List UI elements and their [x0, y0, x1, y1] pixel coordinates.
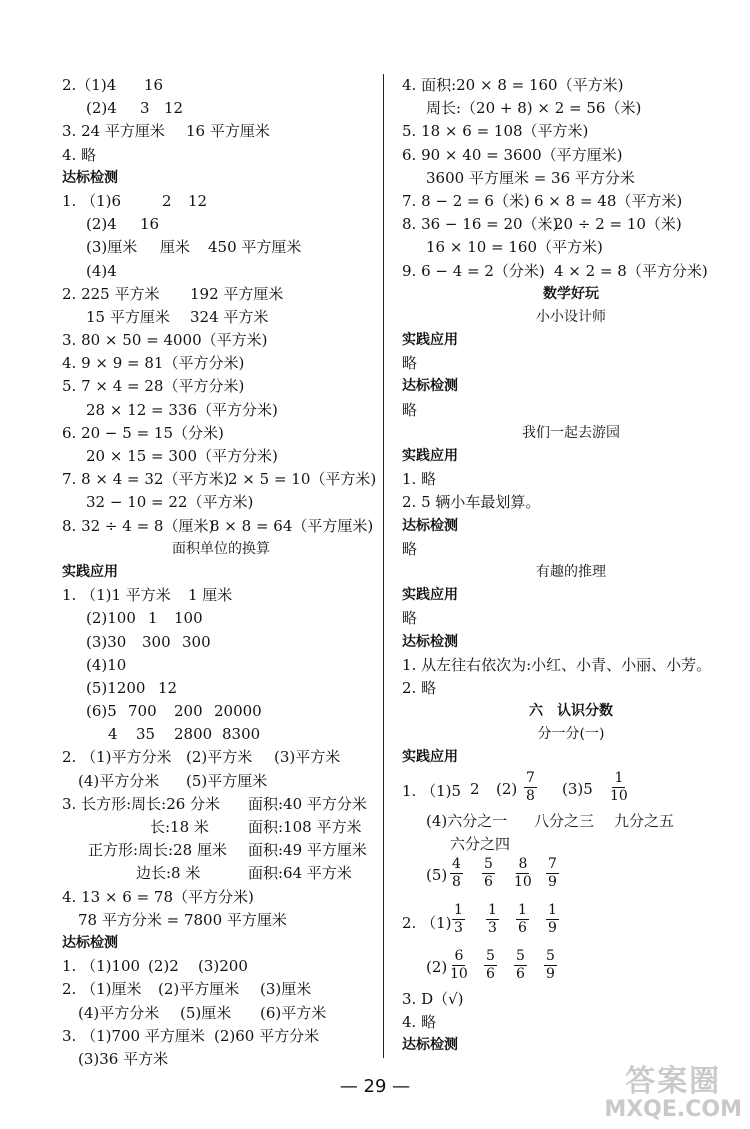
fraction: $\frac{6}{10}$	[450, 948, 468, 982]
answer-line: 3. （1)700 平方厘米 (2)60 平方分米	[62, 1026, 320, 1045]
answer-line: 2. 5 辆小车最划算。	[402, 493, 541, 512]
subsection-title: 小小设计师	[536, 308, 606, 325]
section-heading: 实践应用	[402, 332, 458, 349]
fraction: $\frac{5}{6}$	[516, 948, 525, 982]
fraction: $\frac{4}{8}$	[452, 856, 461, 890]
column-divider	[383, 74, 384, 1058]
fraction: $\frac{5}{6}$	[484, 856, 493, 890]
answer-line: 1. 略	[402, 470, 437, 489]
answer-line: (4)六分之一 八分之三 九分之五	[426, 811, 675, 830]
answer-line: 8. 32 ÷ 4 = 8（厘米) 8 × 8 = 64（平方厘米)	[62, 516, 374, 535]
section-heading: 达标检测	[62, 169, 118, 186]
answer-line: (2)4 3 12	[86, 99, 184, 118]
answer-line: 正方形:周长:28 厘米 面积:49 平方厘米	[88, 841, 367, 860]
answer-line: 1. （1)1 平方米 1 厘米	[62, 586, 233, 605]
answer-line: 9. 6 − 4 = 2（分米) 4 × 2 = 8（平方分米)	[402, 261, 708, 280]
answer-line: (5)1200 12	[86, 678, 178, 697]
unit-title: 数学好玩	[543, 285, 599, 302]
answer-line: 5. 18 × 6 = 108（平方米)	[402, 122, 589, 141]
fraction: $\frac{1}{3}$	[488, 902, 497, 936]
fraction: $\frac{1}{3}$	[454, 902, 463, 936]
answer-line: 16 × 10 = 160（平方米)	[426, 238, 603, 257]
answer-line: (3)厘米 厘米 450 平方厘米	[86, 238, 302, 257]
subsection-title: 我们一起去游园	[522, 424, 620, 441]
answer-line: 4. 13 × 6 = 78（平方分米)	[62, 887, 254, 906]
answer-line: (4)4	[86, 261, 117, 280]
watermark-logo	[604, 1066, 742, 1121]
answer-line: 3. 24 平方厘米 16 平方厘米	[62, 122, 270, 141]
answer-line: 周长:（20 + 8) × 2 = 56（米)	[426, 99, 642, 118]
fraction: $\frac{1}{9}$	[548, 902, 557, 936]
answer-line: 4. 面积:20 × 8 = 160（平方米)	[402, 76, 624, 94]
answer-line: 2.（1)4 16	[62, 76, 164, 94]
answer-line: 5. 7 × 4 = 28（平方分米)	[62, 377, 245, 396]
section-heading: 实践应用	[62, 563, 118, 580]
answer-line: 2. 225 平方米 192 平方厘米	[62, 284, 284, 303]
fraction: $\frac{5}{6}$	[486, 948, 495, 982]
answer-line: 4 35 2800 8300	[108, 725, 261, 744]
subsection-title: 分一分(一)	[537, 726, 605, 743]
subsection-title: 有趣的推理	[536, 563, 606, 580]
chapter-title: 六 认识分数	[529, 703, 613, 720]
answer-line: 1. （1)6 2 12	[62, 191, 208, 210]
answer-line: 2. （1)厘米 (2)平方厘米 (3)厘米	[62, 980, 312, 999]
answer-line: 4. 9 × 9 = 81（平方分米)	[62, 354, 245, 373]
section-heading: 达标检测	[402, 633, 458, 650]
answer-line: (4)平方分米 (5)平方厘米	[78, 771, 268, 790]
fraction-answer-line: (2) $\frac{6}{10}$ $\frac{5}{6}$ $\frac{5}{6}$ $\frac{5}{9}$	[426, 948, 555, 982]
answer-line: 7. 8 − 2 = 6（米) 6 × 8 = 48（平方米)	[402, 191, 683, 210]
answer-line: 32 − 10 = 22（平方米)	[86, 493, 254, 512]
subsection-title: 面积单位的换算	[172, 540, 270, 557]
answer-line: 略	[402, 400, 418, 419]
left-column	[62, 74, 380, 1071]
watermark-text: 答案圈	[625, 1064, 722, 1100]
section-heading: 达标检测	[402, 378, 458, 395]
answer-line: 略	[402, 539, 418, 558]
fraction: $\frac{1}{6}$	[518, 902, 527, 936]
section-heading: 实践应用	[402, 448, 458, 464]
answer-line: 4. 略	[62, 145, 97, 164]
section-heading: 实践应用	[402, 587, 458, 604]
fraction-answer-line: 1. （1)5 2 (2) $\frac{7}{8}$ (3)5 $\frac{1}{10}$	[402, 769, 628, 804]
fraction: $\frac{8}{10}$	[514, 856, 532, 890]
answer-line: 3600 平方厘米 = 36 平方分米	[426, 168, 635, 187]
answer-line: (2)4 16	[86, 215, 160, 234]
section-heading: 达标检测	[402, 517, 458, 534]
answer-line: 7. 8 × 4 = 32（平方米) 2 × 5 = 10（平方米)	[62, 470, 377, 489]
answer-line: 略	[402, 354, 418, 373]
fraction: $\frac{7}{9}$	[548, 856, 557, 890]
answer-line: 20 × 15 = 300（平方分米)	[86, 447, 278, 465]
section-heading: 达标检测	[402, 1037, 458, 1054]
answer-line: (6)5 700 200 20000	[86, 702, 262, 721]
right-column	[402, 74, 740, 1058]
answer-line: 78 平方分米 = 7800 平方厘米	[78, 910, 287, 929]
answer-line: 15 平方厘米 324 平方米	[86, 307, 269, 326]
answer-line: 6. 20 − 5 = 15（分米)	[62, 423, 224, 442]
answer-line: (4)10	[86, 655, 127, 674]
answer-line: 3. 长方形:周长:26 分米 面积:40 平方分米	[62, 794, 367, 813]
answer-line: 6. 90 × 40 = 3600（平方厘米)	[402, 145, 623, 164]
answer-line: (4)平方分米 (5)厘米 (6)平方米	[78, 1003, 327, 1022]
page-number: — 29 —	[339, 1076, 411, 1097]
answer-line: 3. 80 × 50 = 4000（平方米)	[62, 331, 268, 350]
answer-line: 1. 从左往右依次为:小红、小青、小丽、小芳。	[402, 655, 712, 674]
fraction-answer-line: 2. （1) $\frac{1}{3}$ $\frac{1}{3}$ $\frac{1}{6}$ $\frac{1}{9}$	[402, 902, 557, 936]
answer-line: 4. 略	[402, 1013, 437, 1032]
watermark-url: MXQE.COM	[604, 1096, 742, 1122]
answer-line: (3)36 平方米	[78, 1049, 169, 1068]
answer-line: (3)30 300 300	[86, 632, 211, 651]
answer-line: 边长:8 米 面积:64 平方米	[136, 864, 352, 883]
answer-line: (2)100 1 100	[86, 609, 203, 628]
answer-line: 六分之四	[450, 834, 511, 853]
fraction: $\frac{7}{8}$	[526, 769, 535, 804]
section-heading: 实践应用	[402, 749, 458, 766]
fraction-answer-line: (5) $\frac{4}{8}$ $\frac{5}{6}$ $\frac{8}{10}$ $\frac{7}{9}$	[426, 856, 557, 890]
fraction: $\frac{1}{10}$	[610, 769, 628, 804]
answer-line: 3. D（√)	[402, 990, 464, 1008]
answer-line: 1. （1)100 (2)2 (3)200	[62, 957, 248, 976]
answer-line: 2. 略	[402, 678, 437, 697]
section-heading: 达标检测	[62, 934, 118, 951]
answer-line: 28 × 12 = 336（平方分米)	[86, 400, 278, 419]
fraction: $\frac{5}{9}$	[546, 948, 555, 982]
answer-line: 略	[402, 609, 418, 628]
answer-line: 8. 36 − 16 = 20（米) 20 ÷ 2 = 10（米)	[402, 215, 682, 234]
answer-line: 2. （1)平方分米 (2)平方米 (3)平方米	[62, 748, 341, 767]
answer-line: 长:18 米 面积:108 平方米	[150, 818, 362, 836]
